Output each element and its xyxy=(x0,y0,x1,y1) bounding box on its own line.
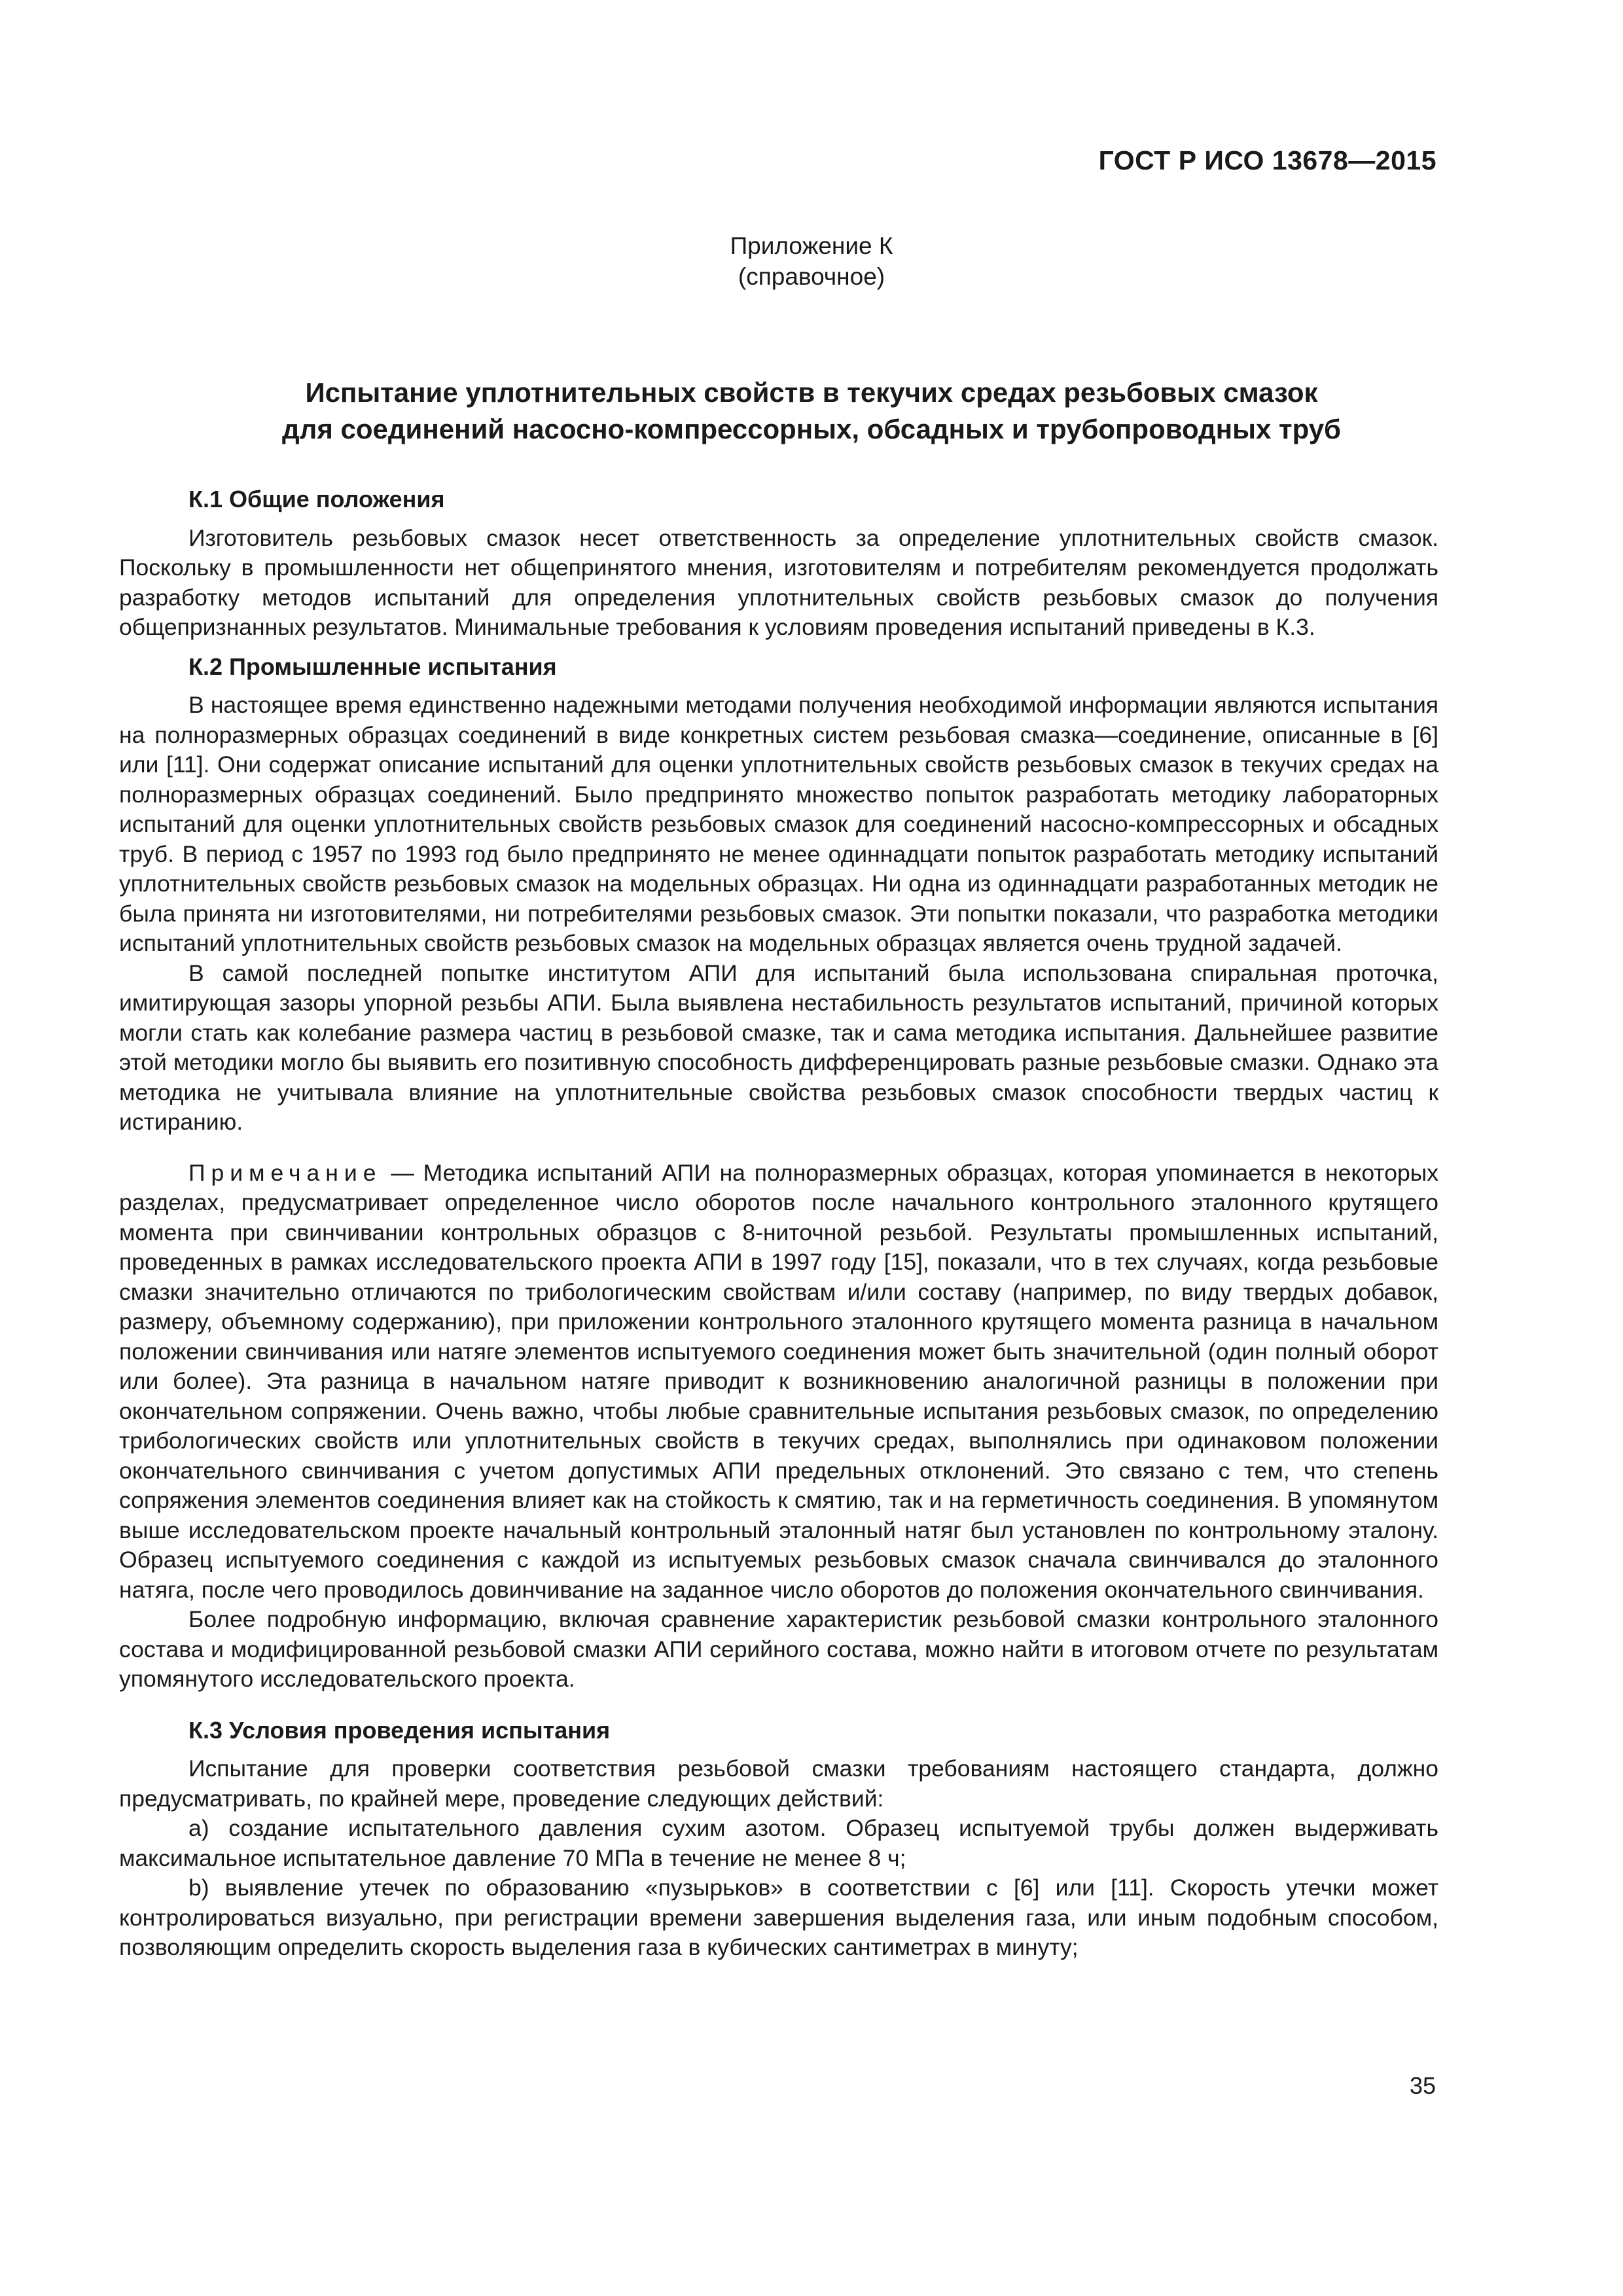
page-number: 35 xyxy=(1409,2072,1436,2099)
section-k2-note xyxy=(119,1158,1438,1605)
standard-number: ГОСТ Р ИСО 13678—2015 xyxy=(1098,145,1436,175)
section-k1-heading: К.1 Общие положения xyxy=(188,486,445,512)
document-title xyxy=(0,374,1623,448)
appendix-title: Приложение К xyxy=(730,232,893,259)
note-text: — Методика испытаний АПИ на полноразмерных образцах, которая упоминается в некоторых разделах, предусматривает определенное число оборотов после начального контрольного эталонного крутящего момента при свинчивании контрольных образцов с 8-ниточной резьбой. Результаты промышленных испытаний, проведенных в рамках исследовательского проекта АПИ в 1997 году [15], показали, что в тех случаях, когда резьбовые смазки значительно отличаются по трибологическим свойствам и/или составу (например, по виду твердых добавок, размеру, объемному содержанию), при приложении контрольного эталонного крутящего момента разница в начальном положении свинчивания или натяге элементов испытуемого соединения может быть значительной (один полный оборот или более). Эта разница в начальном натяге приводит к возникновению аналогичной разницы в положении при окончательном сопряжении. Очень важно, чтобы любые сравнительные испытания резьбовых смазок, по определению трибологических свойств или уплотнительных свойств в текучих средах, выполнялись при одинаковом положении окончательного свинчивания с учетом допустимых АПИ предельных отклонений. Это связано с тем, что степень сопряжения элементов соединения влияет как на стойкость к смятию, так и на герметичность соединения. В упомянутом выше исследовательском проекте начальный контрольный эталонный натяг был установлен по контрольному эталону. Образец испытуемого соединения с каждой из испытуемых резьбовых смазок сначала свинчивался до эталонного натяга, после чего проводилось довинчивание на заданное число оборотов до положения окончательного свинчивания. xyxy=(119,1159,1438,1603)
appendix-type: (справочное) xyxy=(738,263,885,290)
section-k3-paragraph: Испытание для проверки соответствия резьбовой смазки требованиям настоящего стандарта, должно предусматривать, по крайней мере, проведение следующих действий: xyxy=(119,1755,1438,1812)
section-k3-item-a: a) создание испытательного давления сухим азотом. Образец испытуемой трубы должен выдерживать максимальное испытательное давление 70 МПа в течение не менее 8 ч; xyxy=(119,1815,1438,1871)
section-k2-paragraph-3: Более подробную информацию, включая сравнение характеристик резьбовой смазки контрольного эталонного состава и модифицированной резьбовой смазки АПИ серийного состава, можно найти в итоговом отчете по результатам упомянутого исследовательского проекта. xyxy=(119,1606,1438,1692)
section-k2-paragraph-2: В самой последней попытке институтом АПИ для испытаний была использована спиральная проточка, имитирующая зазоры упорной резьбы АПИ. Была выявлена нестабильность результатов испытаний, причиной которых могли стать как колебание размера частиц в резьбовой смазке, так и сама методика испытания. Дальнейшее развитие этой методики могло бы выявить его позитивную способность дифференцировать разные резьбовые смазки. Однако эта методика не учитывала влияние на уплотнительные свойства резьбовых смазок способности твердых частиц к истиранию. xyxy=(119,960,1438,1135)
document-title-line-1: Испытание уплотнительных свойств в текучих средах резьбовых смазок xyxy=(305,377,1318,408)
note-label: Примечание xyxy=(188,1159,382,1186)
section-k2-paragraph-1: В настоящее время единственно надежными методами получения необходимой информации являются испытания на полноразмерных образцах соединений в виде конкретных систем резьбовая смазка—соединение, описанные в [6] или [11]. Они содержат описание испытаний для оценки уплотнительных свойств резьбовых смазок в текучих средах на полноразмерных образцах соединений. Было предпринято множество попыток разработать методику лабораторных испытаний для оценки уплотнительных свойств резьбовых смазок для соединений насосно-компрессорных и обсадных труб. В период с 1957 по 1993 год было предпринято не менее одиннадцати попыток разработать методику испытаний уплотнительных свойств резьбовых смазок на модельных образцах. Ни одна из одиннадцати разработанных методик не была принята ни изготовителями, ни потребителями резьбовых смазок. Эти попытки показали, что разработка методики испытаний уплотнительных свойств резьбовых смазок на модельных образцах является очень трудной задачей. xyxy=(119,692,1438,956)
section-k3-heading: К.3 Условия проведения испытания xyxy=(188,1716,611,1744)
section-k3-item-b: b) выявление утечек по образованию «пузырьков» в соответствии с [6] или [11]. Скорость утечки может контролироваться визуально, при регистрации времени завершения выделения газа, или иным подобным способом, позволяющим определить скорость выделения газа в кубических сантиметрах в минуту; xyxy=(119,1874,1438,1960)
document-title-line-2: для соединений насосно-компрессорных, обсадных и трубопроводных труб xyxy=(281,414,1341,444)
appendix-heading xyxy=(0,230,1623,292)
section-k2-heading: К.2 Промышленные испытания xyxy=(188,653,557,680)
section-k1-paragraph: Изготовитель резьбовых смазок несет ответственность за определение уплотнительных свойств смазок. Поскольку в промышленности нет общепринятого мнения, изготовителям и потребителям рекомендуется продолжать разработку методов испытаний для определения уплотнительных свойств резьбовых смазок до получения общепризнанных результатов. Минимальные требования к условиям проведения испытаний приведены в К.3. xyxy=(119,524,1438,640)
document-body xyxy=(119,484,1438,1963)
